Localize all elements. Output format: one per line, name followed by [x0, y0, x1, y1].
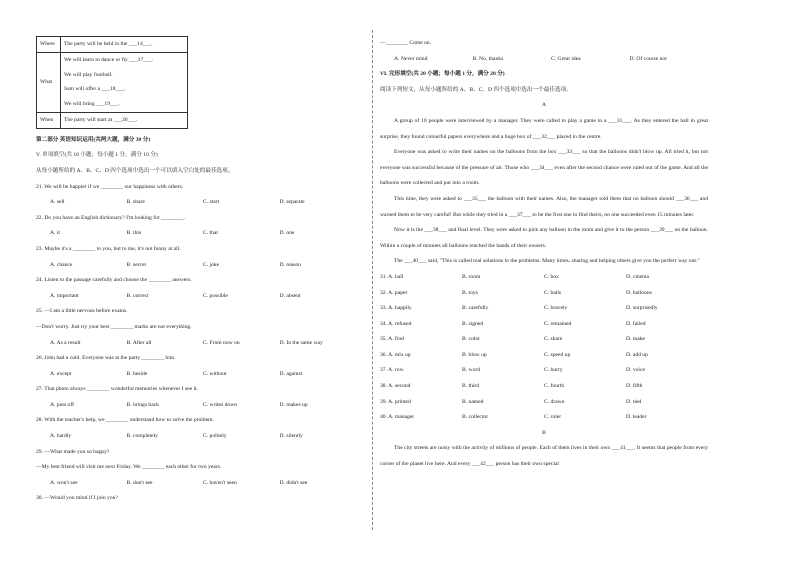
question-options: [36, 429, 356, 445]
option: D. leader: [626, 414, 647, 421]
question-options: [36, 226, 356, 242]
passage-a: [380, 114, 708, 270]
option: B. No, thanks: [472, 55, 504, 62]
passage-b-label: B: [542, 429, 546, 436]
option: 33. A. happily: [380, 305, 412, 312]
question-item: [36, 273, 356, 304]
option: B. signed: [462, 320, 484, 327]
option: D. one: [279, 230, 295, 237]
question-stem: 25. —I am a little nervous before exams.: [36, 308, 128, 315]
option: D. silently: [279, 433, 303, 440]
option: B. named: [462, 398, 484, 405]
multiple-choice-list: [36, 180, 356, 507]
column-divider: [372, 30, 373, 530]
section5-title: V. 单项填空(共 10 小题；每小题 1 分，满分 10 分): [36, 152, 158, 159]
option: B. completely: [126, 433, 158, 440]
option: C. remained: [544, 320, 572, 327]
table-value-cell: [61, 52, 188, 112]
question-stem: —My best friend will visit me next Friday. We ________ each other for two years.: [36, 464, 222, 471]
cloze-option-row: [380, 317, 708, 333]
part-title: 第二部分 英语知识运用(共两大题，满分 30 分): [36, 136, 151, 143]
question-item: [36, 413, 356, 444]
left-column: [36, 36, 356, 507]
table-key-cell: When: [37, 112, 61, 128]
cloze-option-row: [380, 363, 708, 379]
option: A. puts off: [50, 401, 74, 408]
option: A. won't see: [50, 479, 78, 486]
option: B. don't see: [126, 479, 153, 486]
question-item: [36, 491, 356, 507]
question-stem: 30. —Would you mind if I join you?: [36, 495, 118, 502]
option: D. didn't see: [279, 479, 308, 486]
option: D. tied: [626, 398, 642, 405]
option: 31. A. hall: [380, 273, 404, 280]
passage-paragraph: A group of 10 people were interviewed by a manager. They were called to play a game in a ___31___. As they entered the hall in great surprise, they found colourful papers everywhere and a huge box of ___32___ placed in the centre.: [380, 117, 708, 140]
option: C. From now on: [203, 339, 240, 346]
option: D. absent: [279, 292, 301, 299]
question-item: [36, 351, 356, 382]
question-stem: —Don't worry. Just try your best ________ marks are not everything.: [36, 323, 192, 330]
passage-paragraph: The city streets are noisy with the activity of millions of people. Each of them lives in their own ___41___. It seems that people from every corner of the planet live here. And every ___42___ person has their own special: [380, 445, 708, 468]
question-options: [36, 367, 356, 383]
question-item: [36, 180, 356, 211]
section5-instructions: 从每小题所给的 A、B、C、D 四个选项中选出一个可以填入空白处的最佳选项。: [36, 167, 234, 174]
question-stem: 24. Listen to the passage carefully and choose the ________ answers.: [36, 277, 192, 284]
table-row: [37, 112, 188, 128]
table-line: The party will start at ___20___.: [64, 116, 138, 123]
option: B. color: [462, 336, 481, 343]
table-line: We will learn to dance or fly ___17___.: [64, 56, 154, 63]
option: B. beside: [126, 370, 148, 377]
option: C. fourth: [544, 383, 565, 390]
question-options: [36, 398, 356, 414]
table-line: Sam will offer a ___18___.: [64, 86, 126, 93]
q30-answer-line: —________ Come on.: [380, 40, 432, 46]
option: A. hardly: [50, 433, 72, 440]
option: C. start: [203, 199, 220, 206]
question-stem: 22. Do you have an English dictionary? I'm looking for ________.: [36, 214, 185, 221]
cloze-option-row: [380, 348, 708, 364]
option: C. Great idea: [551, 55, 581, 62]
option: C. drawn: [544, 398, 565, 405]
cloze-option-row: [380, 332, 708, 348]
option: B. third: [462, 383, 480, 390]
option: C. that: [203, 230, 218, 237]
question-stem: 29. —What made you so happy?: [36, 448, 110, 455]
table-line: We will bring ___19___.: [64, 101, 120, 108]
option: A. important: [50, 292, 79, 299]
question-item: [36, 211, 356, 242]
option: B. secret: [126, 261, 147, 268]
option: 38. A. second: [380, 383, 411, 390]
option: B. collector: [462, 414, 489, 421]
option: A. sell: [50, 199, 65, 206]
option: C. ruler: [544, 414, 562, 421]
option: C. box: [544, 273, 559, 280]
option: D. balloons: [626, 289, 652, 296]
option: C. possible: [203, 292, 228, 299]
option: 34. A. refused: [380, 320, 412, 327]
option: D. voice: [626, 367, 645, 374]
option: B. blow up: [462, 351, 487, 358]
cloze-options: [380, 270, 708, 426]
question-options: [36, 258, 356, 274]
option: C. share: [544, 336, 563, 343]
cloze-option-row: [380, 410, 708, 426]
option: 37. A. row: [380, 367, 404, 374]
party-info-table: [36, 36, 188, 129]
passage-paragraph: Now it is the ___38___ and final level. They were asked to pick any balloon in the room and give it to the person ___39___ on the balloon. Within a couple of minutes all balloons reached the hands of their owners.: [380, 227, 708, 249]
option: A. chance: [50, 261, 73, 268]
option: D. Of course not: [629, 55, 667, 62]
option: B. room: [462, 273, 481, 280]
option: 32. A. paper: [380, 289, 408, 296]
option: C. haven't seen: [203, 479, 237, 486]
option: D. In the same way: [279, 339, 323, 346]
option: B. correct: [126, 292, 149, 299]
option: D. cinema: [626, 273, 649, 280]
option: A. except: [50, 370, 72, 377]
section6-instructions: 阅读下列短文，从每小题所给的 A、B、C、D 四个选项中选出一个最佳选项。: [380, 86, 572, 93]
option: B. word: [462, 367, 481, 374]
right-column: [380, 36, 708, 473]
option: C. hurry: [544, 367, 563, 374]
q30-options: [380, 52, 708, 68]
option: D. reason: [279, 261, 301, 268]
table-value-cell: [61, 37, 188, 53]
question-item: [36, 304, 356, 351]
question-options: [36, 476, 356, 492]
option: C. joke: [203, 261, 220, 268]
table-key-cell: Where: [37, 37, 61, 53]
option: 40. A. manager: [380, 414, 415, 421]
option: 39. A. printed: [380, 398, 411, 405]
question-item: [36, 445, 356, 492]
question-stem: 21. We will be happier if we ________ our happiness with others.: [36, 183, 184, 190]
option: C. without: [203, 370, 227, 377]
option: B. share: [126, 199, 145, 206]
option: D. fifth: [626, 383, 643, 390]
cloze-option-row: [380, 270, 708, 286]
question-stem: 26. John had a cold. Everyone was at the party ________ him.: [36, 355, 176, 362]
passage-paragraph: This time, they were asked to ___35___ the balloon with their names. Also, the manager told them that no balloon should ___36___ and warned them to be very careful! But while they tried in a ___37___ to be the first one to find theirs, no one succeeded even 15 minutes later.: [380, 195, 708, 218]
question-options: [36, 336, 356, 352]
option: 36. A. mix up: [380, 351, 411, 358]
option: A. Never mind: [394, 55, 428, 62]
table-line: The party will be held in the ___14___.: [64, 41, 153, 47]
table-row: [37, 52, 188, 112]
question-item: [36, 382, 356, 413]
option: C. writes down: [203, 401, 238, 408]
option: D. failed: [626, 320, 646, 327]
passage-paragraph: Everyone was asked to write their names on the balloons from the box ___33___ so that the balloons didn't blow up. All tried it, but not everyone was successful because of the pressure of air. Those who ___34___ even after the second chance were ruled out of the game. And all the balloons were collected and put into a room.: [380, 149, 708, 187]
cloze-option-row: [380, 286, 708, 302]
option: B. carefully: [462, 305, 489, 312]
option: B. After all: [126, 339, 152, 346]
question-stem: 28. With the teacher's help, we ________ understand how to solve the problem.: [36, 417, 214, 424]
passage-paragraph: The ___40___ said, "This is called real solutions to the problems. Many times, sharing and helping others give you the perfect way out.": [394, 258, 700, 265]
cloze-option-row: [380, 395, 708, 411]
table-line: We will play football.: [64, 71, 113, 78]
question-stem: 27. That photo always ________ wonderful memories whenever I see it.: [36, 386, 199, 393]
option: C. politely: [203, 433, 227, 440]
option: B. this: [126, 230, 142, 237]
option: A. it: [50, 230, 60, 237]
question-stem: 23. Maybe it's a ________ to you, but to me, it's not funny at all.: [36, 245, 181, 252]
option: A. As a result: [50, 339, 81, 346]
question-options: [36, 289, 356, 305]
table-value-cell: [61, 112, 188, 128]
passage-b: [380, 441, 708, 472]
question-options: [36, 195, 356, 211]
question-item: [36, 242, 356, 273]
cloze-option-row: [380, 301, 708, 317]
option: D. against: [279, 370, 303, 377]
table-key-cell: What: [37, 52, 61, 112]
option: 35. A. find: [380, 336, 404, 343]
option: D. surprisedly: [626, 305, 658, 312]
option: D. separate: [279, 199, 305, 206]
option: C. speed up: [544, 351, 571, 358]
option: C. bravely: [544, 305, 568, 312]
option: D. add up: [626, 351, 648, 358]
option: D. make: [626, 336, 645, 343]
option: B. brings back: [126, 401, 159, 408]
option: B. toys: [462, 289, 478, 296]
cloze-option-row: [380, 379, 708, 395]
table-row: [37, 37, 188, 53]
section6-title: VI. 完形填空(共 20 小题；每小题 1 分，满分 20 分): [380, 71, 505, 78]
option: C. balls: [544, 289, 562, 296]
option: D. makes up: [279, 401, 308, 408]
passage-a-label: A: [541, 102, 547, 109]
